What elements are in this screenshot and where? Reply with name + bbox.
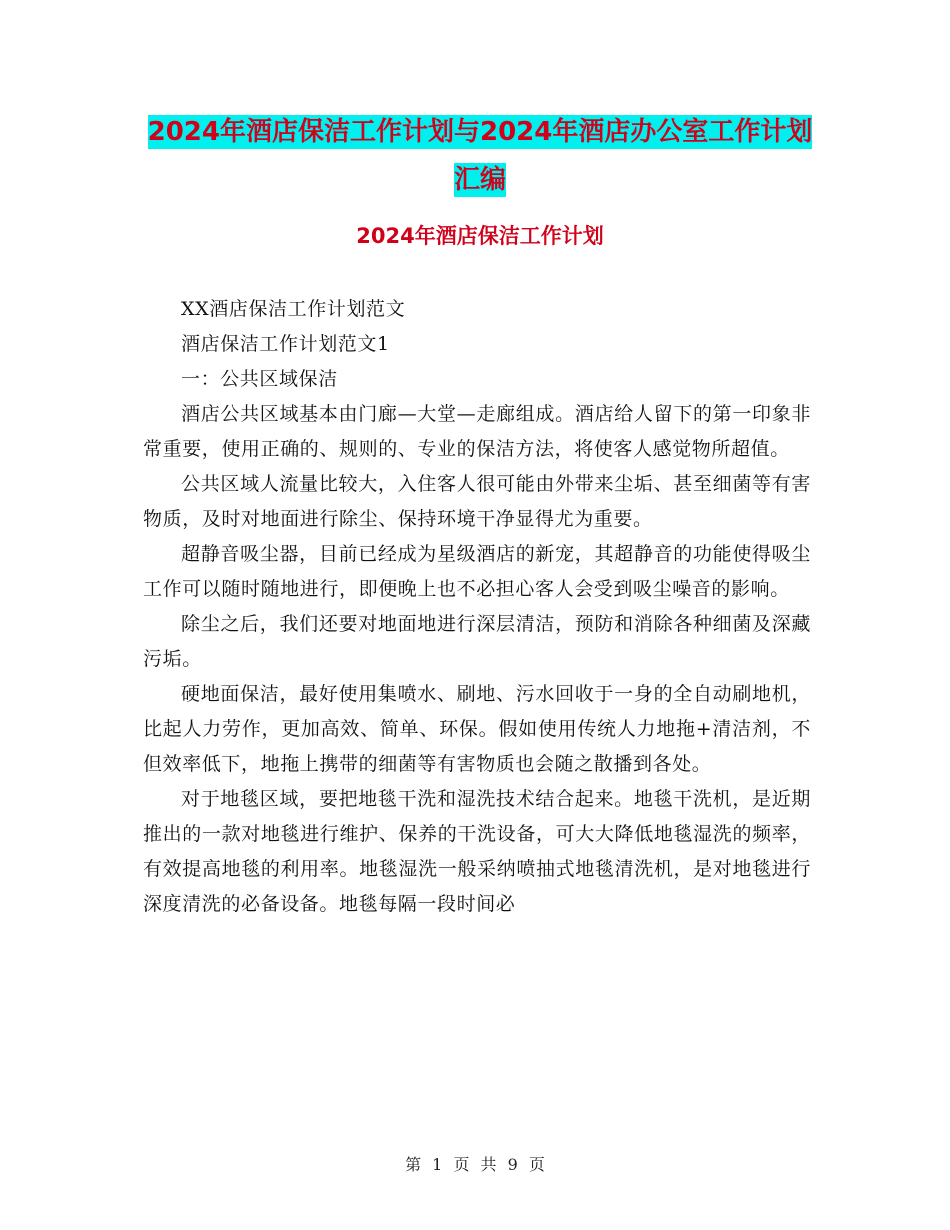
paragraph: 对于地毯区域，要把地毯干洗和湿洗技术结合起来。地毯干洗机，是近期推出的一款对地毯进行维护、保养的干洗设备，可大大降低地毯湿洗的频率，有效提高地毯的利用率。地毯湿洗一般采纳喷抽式地毯清洗机，是对地毯进行深度清洗的必备设备。地毯每隔一段时间必 (143, 788, 811, 915)
paragraph: 除尘之后，我们还要对地面地进行深层清洁，预防和消除各种细菌及深藏污垢。 (143, 613, 811, 670)
body-text (143, 292, 811, 922)
paragraph: 一：公共区域保洁 (181, 368, 338, 390)
document-title-text: 2024年酒店保洁工作计划与2024年酒店办公室工作计划汇编 (147, 117, 813, 195)
paragraph: 公共区域人流量比较大，入住客人很可能由外带来尘垢、甚至细菌等有害物质，及时对地面进行除尘、保持环境干净显得尤为重要。 (143, 473, 811, 530)
paragraph: 酒店公共区域基本由门廊—大堂—走廊组成。酒店给人留下的第一印象非常重要，使用正确的、规则的、专业的保洁方法，将使客人感觉物所超值。 (143, 403, 811, 460)
section-title: 2024年酒店保洁工作计划 (356, 224, 604, 248)
paragraph: XX酒店保洁工作计划范文 (181, 298, 406, 320)
paragraph: 硬地面保洁，最好使用集喷水、刷地、污水回收于一身的全自动刷地机，比起人力劳作，更加高效、简单、环保。假如使用传统人力地拖+清洁剂，不但效率低下，地拖上携带的细菌等有害物质也会随之散播到各处。 (143, 683, 811, 775)
page-footer: 第 1 页 共 9 页 (405, 1155, 545, 1174)
paragraph: 酒店保洁工作计划范文1 (181, 333, 390, 355)
document-title (140, 108, 820, 204)
paragraph: 超静音吸尘器，目前已经成为星级酒店的新宠，其超静音的功能使得吸尘工作可以随时随地进行，即便晚上也不必担心客人会受到吸尘噪音的影响。 (143, 543, 811, 600)
